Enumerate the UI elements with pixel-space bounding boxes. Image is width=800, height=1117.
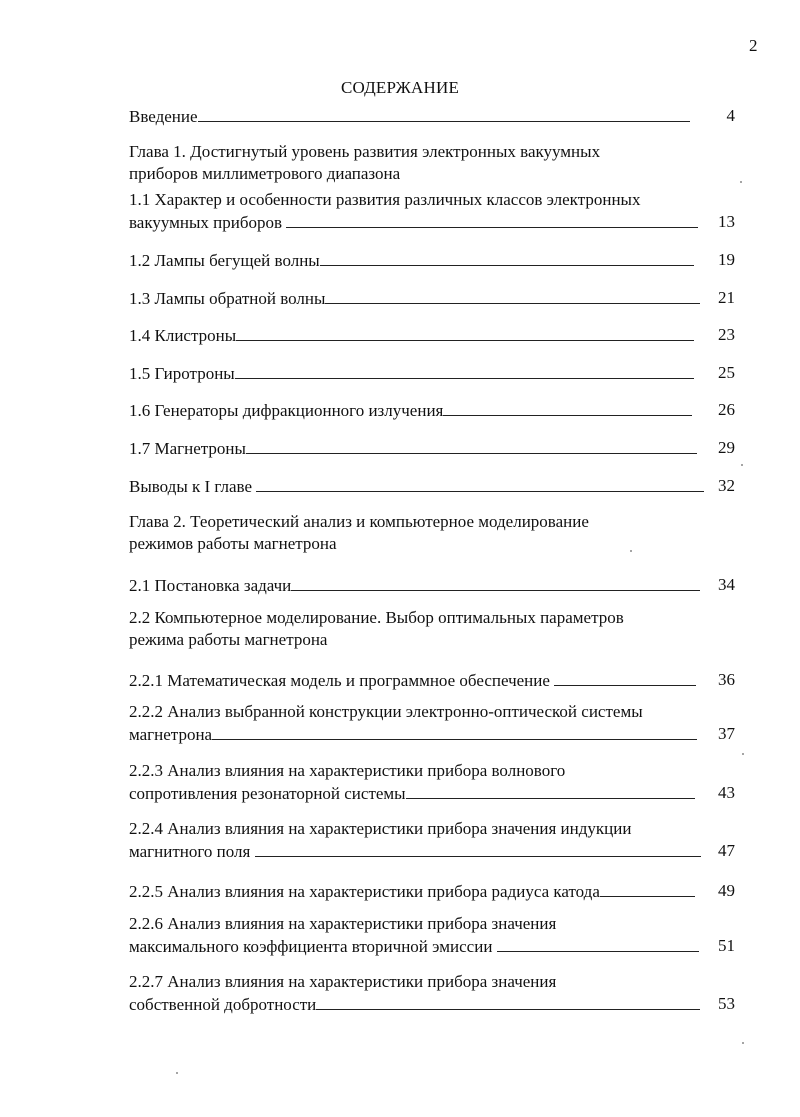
- toc-entry-text: вакуумных приборов: [129, 213, 287, 232]
- toc-entry-text: Выводы к I главе: [129, 477, 257, 496]
- leader-line: [286, 211, 698, 228]
- toc-entry: [129, 287, 735, 309]
- toc-entry-line: [129, 399, 735, 421]
- toc-entry-text: 1.4 Клистроны: [129, 326, 237, 345]
- toc-entry-line: [129, 880, 735, 902]
- leader-line: [600, 880, 695, 897]
- toc-entry-text: режима работы магнетрона: [129, 630, 328, 649]
- toc-page-number: 25: [718, 363, 735, 382]
- toc-entry: [129, 437, 735, 459]
- leader-line: [320, 249, 694, 266]
- toc-entry: [129, 324, 735, 346]
- toc-entry-text: 2.2.2 Анализ выбранной конструкции электронно-оптической системы: [129, 702, 643, 721]
- toc-page-number: 43: [718, 783, 735, 802]
- leader-line: [256, 475, 704, 492]
- toc-entry: [129, 818, 735, 862]
- leader-line: [246, 437, 697, 454]
- toc-entry-line: [129, 574, 735, 596]
- toc-entry-line: [129, 993, 735, 1015]
- toc-entry-line: [129, 163, 600, 185]
- toc-entry: [129, 362, 735, 384]
- toc-entry-line: [129, 723, 735, 745]
- toc-page-number: 13: [718, 212, 735, 231]
- toc-chapter-heading: [129, 511, 589, 555]
- scan-speck: [742, 753, 744, 755]
- toc-entry-text: 1.1 Характер и особенности развития различных классов электронных: [129, 190, 641, 209]
- toc-entry-line: [129, 511, 589, 533]
- toc-page-number: 53: [718, 994, 735, 1013]
- toc-entry-text: 2.2.3 Анализ влияния на характеристики прибора волнового: [129, 761, 566, 780]
- toc-entry-line: [129, 669, 735, 691]
- toc-entry-text: Глава 1. Достигнутый уровень развития электронных вакуумных: [129, 142, 601, 161]
- toc-page-number: 19: [718, 250, 735, 269]
- toc-entry-text: 2.2.7 Анализ влияния на характеристики прибора значения: [129, 972, 557, 991]
- toc-entry-line: [129, 105, 735, 127]
- toc-entry-text: максимального коэффициента вторичной эмиссии: [129, 937, 497, 956]
- toc-chapter-heading: [129, 607, 624, 651]
- toc-entry-line: [129, 475, 735, 497]
- toc-entry-text: 1.3 Лампы обратной волны: [129, 289, 326, 308]
- leader-line: [255, 840, 702, 857]
- leader-line: [198, 105, 690, 122]
- toc-page-number: 23: [718, 325, 735, 344]
- leader-line: [406, 782, 695, 799]
- scan-speck: [740, 181, 742, 183]
- toc-entry-line: [129, 141, 600, 163]
- toc-page-number: 26: [718, 400, 735, 419]
- toc-page-number: 49: [718, 881, 735, 900]
- toc-page-number: 29: [718, 438, 735, 457]
- toc-entry-text: 2.2 Компьютерное моделирование. Выбор оптимальных параметров: [129, 608, 624, 627]
- leader-line: [554, 669, 696, 686]
- leader-line: [497, 935, 700, 952]
- toc-entry: [129, 701, 735, 745]
- scan-speck: [176, 1072, 178, 1074]
- toc-entry-text: 1.6 Генераторы дифракционного излучения: [129, 401, 444, 420]
- toc-entry-line: [129, 533, 589, 555]
- toc-entry-text: сопротивления резонаторной системы: [129, 784, 406, 803]
- toc-entry: [129, 880, 735, 902]
- toc-page-number: 34: [718, 575, 735, 594]
- toc-entry-line: [129, 437, 735, 459]
- toc-page-number: 37: [718, 724, 735, 743]
- toc-entry-line: [129, 840, 735, 862]
- toc-entry-line: [129, 287, 735, 309]
- toc-entry-line: [129, 935, 735, 957]
- toc-chapter-heading: [129, 141, 600, 185]
- toc-entry-line: [129, 629, 624, 651]
- toc-entry-text: Глава 2. Теоретический анализ и компьютерное моделирование: [129, 512, 589, 531]
- leader-line: [291, 574, 700, 591]
- toc-entry-text: 2.2.4 Анализ влияния на характеристики прибора значения индукции: [129, 819, 632, 838]
- toc-entry: [129, 399, 735, 421]
- toc-entry: [129, 971, 735, 1015]
- toc-entry-text: 1.5 Гиротроны: [129, 364, 235, 383]
- toc-entry-line: [129, 324, 735, 346]
- toc-entry-line: [129, 818, 701, 840]
- page-number: 2: [749, 36, 758, 55]
- toc-entry: [129, 105, 735, 127]
- toc-entry-line: [129, 701, 697, 723]
- toc-entry-line: [129, 211, 735, 233]
- leader-line: [212, 723, 697, 740]
- toc-title: СОДЕРЖАНИЕ: [340, 78, 460, 97]
- leader-line: [236, 324, 694, 341]
- toc-page-number: 4: [726, 106, 735, 125]
- toc-entry-text: 2.2.1 Математическая модель и программное обеспечение: [129, 671, 555, 690]
- toc-page-number: 32: [718, 476, 735, 495]
- toc-page-number: 47: [718, 841, 735, 860]
- toc-entry: [129, 189, 735, 233]
- toc-entry-line: [129, 782, 735, 804]
- toc-entry-text: 1.7 Магнетроны: [129, 439, 246, 458]
- toc-entry-text: магнетрона: [129, 725, 213, 744]
- toc-entry: [129, 249, 735, 271]
- toc-entry-line: [129, 913, 699, 935]
- toc-entry-line: [129, 249, 735, 271]
- scan-speck: [630, 550, 632, 552]
- toc-entry-text: 2.1 Постановка задачи: [129, 576, 292, 595]
- toc-entry-line: [129, 607, 624, 629]
- leader-line: [316, 993, 700, 1010]
- toc-entry-text: 2.2.6 Анализ влияния на характеристики прибора значения: [129, 914, 557, 933]
- leader-line: [235, 362, 694, 379]
- toc-page-number: 51: [718, 936, 735, 955]
- toc-entry-line: [129, 760, 695, 782]
- toc-entry-line: [129, 971, 700, 993]
- toc-entry: [129, 913, 735, 957]
- toc-entry-text: собственной добротности: [129, 995, 317, 1014]
- toc-entry: [129, 475, 735, 497]
- toc-page-number: 36: [718, 670, 735, 689]
- leader-line: [325, 287, 700, 304]
- toc-entry: [129, 760, 735, 804]
- scan-speck: [742, 1042, 744, 1044]
- toc-entry: [129, 574, 735, 596]
- leader-line: [443, 399, 692, 416]
- toc-page-number: 21: [718, 288, 735, 307]
- scan-speck: [741, 464, 743, 466]
- toc-entry-text: приборов миллиметрового диапазона: [129, 164, 401, 183]
- toc-entry: [129, 669, 735, 691]
- toc-entry-text: режимов работы магнетрона: [129, 534, 337, 553]
- toc-entry-text: 1.2 Лампы бегущей волны: [129, 251, 320, 270]
- toc-entry-line: [129, 362, 735, 384]
- toc-entry-text: 2.2.5 Анализ влияния на характеристики прибора радиуса катода: [129, 882, 600, 901]
- toc-entry-text: магнитного поля: [129, 842, 255, 861]
- toc-entry-line: [129, 189, 698, 211]
- toc-entry-text: Введение: [129, 107, 198, 126]
